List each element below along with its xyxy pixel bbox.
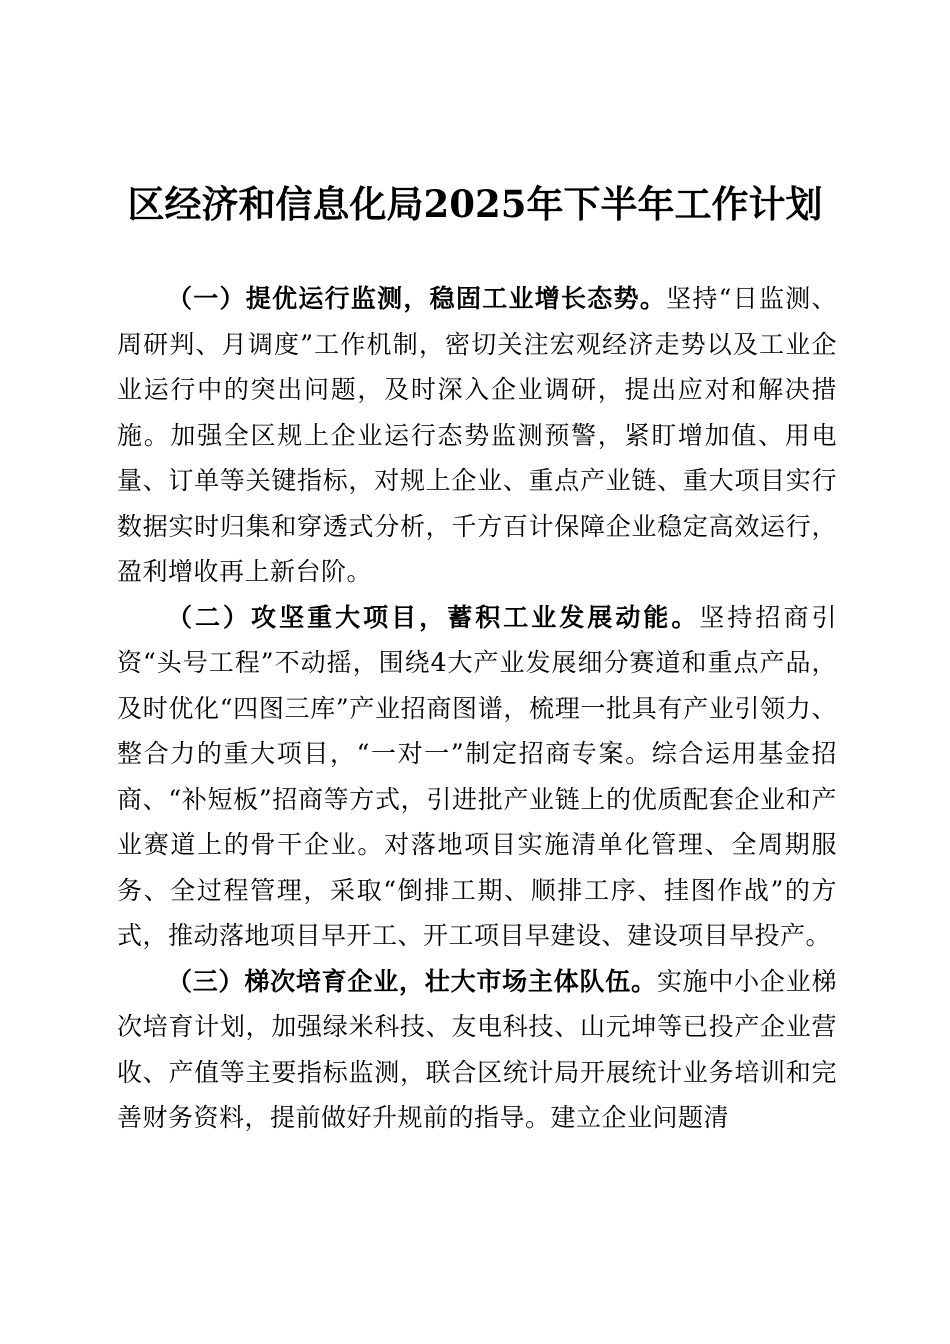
paragraph-heading: （一）提优运行监测，稳固工业增长态势。 [167,284,667,313]
paragraph-text: 坚持“日监测、周研判、月调度”工作机制，密切关注宏观经济走势以及工业企业运行中的突出问题，及时深入企业调研，提出应对和解决措施。加强全区规上企业运行态势监测预警，紧盯增加值、用电量、订单等关键指标，对规上企业、重点产业链、重大项目实行数据实时归集和穿透式分析，千方百计保障企业稳定高效运行，盈利增收再上新台阶。 [117,284,837,586]
paragraph-text: 坚持招商引资“头号工程”不动摇，围绕4大产业发展细分赛道和重点产品，及时优化“四图三库”产业招商图谱，梳理一批具有产业引领力、整合力的重大项目，“一对一”制定招商专案。综合运用基金招商、“补短板”招商等方式，引进批产业链上的优质配套企业和产业赛道上的骨干企业。对落地项目实施清单化管理、全周期服务、全过程管理，采取“倒排工期、顺排工序、挂图作战”的方式，推动落地项目早开工、开工项目早建设、建设项目早投产。 [117,602,837,950]
paragraph-heading: （三）梯次培育企业，壮大市场主体队伍。 [167,966,657,996]
paragraph-2 [117,595,837,959]
document-body [117,276,837,1141]
paragraph-text: 实施中小企业梯次培育计划，加强绿米科技、友电科技、山元坤等已投产企业营收、产值等主要指标监测，联合区统计局开展统计业务培训和完善财务资料，提前做好升规前的指导。建立企业问题清 [117,966,837,1132]
paragraph-1 [117,276,837,595]
paragraph-heading: （二）攻坚重大项目，蓄积工业发展动能。 [167,602,700,632]
document-title: 区经济和信息化局2025年下半年工作计划 [127,182,823,226]
paragraph-3 [117,959,837,1141]
